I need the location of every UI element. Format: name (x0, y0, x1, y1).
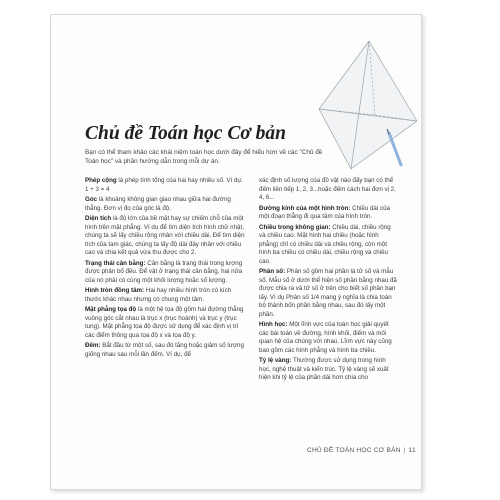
glossary-definition: Cân bằng là trạng thái trong lượng được phân bổ đều. Để vật ở trạng thái cân bằng, hai nửa của nó phải có cùng một khối lượng hoặc số lượng. (85, 259, 243, 284)
footer-label: CHỦ ĐỀ TOÁN HỌC CƠ BẢN (307, 447, 401, 454)
glossary-term: Đường kính của một hình tròn: (259, 204, 351, 212)
glossary-definition: là phép tính tổng của hai hay nhiều số. Ví dụ: 1 + 3 = 4 (85, 177, 243, 193)
glossary-entry (259, 357, 397, 383)
glossary-term: Chiều trong không gian: (259, 223, 331, 231)
glossary-entry (259, 321, 397, 355)
glossary-entry (85, 196, 247, 213)
glossary-definition: Chiều dài, chiều rộng và chiều cao. Mặt hình hai chiều (hoặc hình phẳng) chỉ có chiều dài và chiều rộng, còn một hình ba chiều có chiều dài, chiều rộng và chiều cao. (259, 223, 391, 265)
glossary-term: Hình học: (259, 321, 288, 328)
glossary-entry (85, 342, 247, 359)
glossary-entry (85, 177, 247, 194)
page-number: 11 (408, 447, 416, 454)
glossary-definition: Thường được sử dụng trong hình học, nghệ thuật và kiến trúc. Tỷ lệ vàng sẽ xuất hiện khi tỷ lệ của phần dài hơn chia cho (259, 357, 389, 381)
glossary-term: Đếm: (85, 342, 101, 349)
glossary-definition: Chiều dài của một đoạn thẳng đi qua tâm của hình tròn. (259, 204, 390, 220)
page-title: Chủ đề Toán học Cơ bản (85, 123, 287, 144)
glossary-definition: là độ lớn của bề mặt hay sự chiếm chỗ của một hình trên mặt phẳng. Ví dụ để tìm diện tích hình chữ nhật, chúng ta sẽ lấy chiều rộng nhân với chiều dài. Để tìm diện tích của tam giác, chúng ta lấy độ dài đáy nhân với chiều cao và chia kết quả vừa thu được cho 2. (85, 215, 245, 256)
glossary-entry (85, 287, 247, 304)
glossary-entry (85, 215, 247, 258)
glossary-entry (259, 177, 397, 203)
glossary-term: Diện tích (85, 215, 112, 222)
glossary-definition: xác định số lượng của đồ vật nào đấy bạn có thể đếm liên tiếp 1, 2, 3...hoặc đếm cách hai đơn vị 2, 4, 6... (259, 177, 396, 201)
pyramid-illustration (313, 37, 422, 187)
glossary-entry (259, 205, 397, 222)
page-footer (307, 447, 416, 454)
glossary-definition: là khoảng không gian giao nhau giữa hai đường thẳng. Đơn vị đo của góc là độ. (85, 196, 231, 212)
glossary-term: Phân số: (259, 268, 286, 275)
glossary-entry (259, 224, 397, 267)
glossary-term: Góc (85, 196, 98, 203)
glossary-definition: Bắt đầu từ một số, sau đó tăng hoặc giảm số lượng giống nhau sau mỗi lần đếm. Ví dụ, để (85, 342, 244, 358)
glossary-definition: Hai hay nhiều hình tròn có kích thước khác nhau nhưng có chung một tâm. (85, 287, 232, 303)
glossary-entry (85, 306, 247, 340)
book-page (50, 14, 422, 490)
glossary-term: Mặt phẳng tọa độ (85, 306, 137, 313)
glossary-term: Hình tròn đồng tâm: (85, 287, 145, 294)
glossary-term: Trạng thái cân bằng: (85, 259, 146, 267)
left-column (85, 177, 247, 361)
footer-separator: | (403, 447, 406, 454)
glossary-entry (259, 268, 397, 319)
glossary-definition: Phân số gồm hai phần là tử số và mẫu số. Mẫu số ở dưới thể hiện số phần bằng nhau đã được chia ra và tử số ở trên cho biết số phần bạn lấy. Ví dụ Phân số 1/4 mang ý nghĩa là chia toàn bộ thành bốn phần bằng nhau, sau đó lấy một phần. (259, 268, 397, 318)
glossary-entry (85, 260, 247, 286)
intro-text: Bạn có thể tham khảo các khái niệm toán học dưới đây để hiểu hơn về các "Chủ đề Toán học" và phần hướng dẫn trong mỗi dự án. (85, 149, 323, 165)
glossary-definition: Một lĩnh vực của toán học giải quyết các bài toán về đường, hình khối, điểm và mối quan hệ của chúng với nhau. Lĩnh vực này cũng bao gồm các hình phẳng và hình ba chiều. (259, 321, 392, 354)
glossary-term: Phép cộng (85, 177, 117, 184)
right-column (259, 177, 397, 385)
glossary-definition: là một hệ tọa độ gồm hai đường thẳng vuông góc cắt nhau là trục x (trục hoành) và trục y (trục tung). Mặt phẳng tọa độ được sử dụng để xác định vị trí các điểm thông qua tọa độ x và tọa độ y. (85, 306, 244, 339)
glossary-term: Tỷ lệ vàng: (259, 357, 292, 364)
